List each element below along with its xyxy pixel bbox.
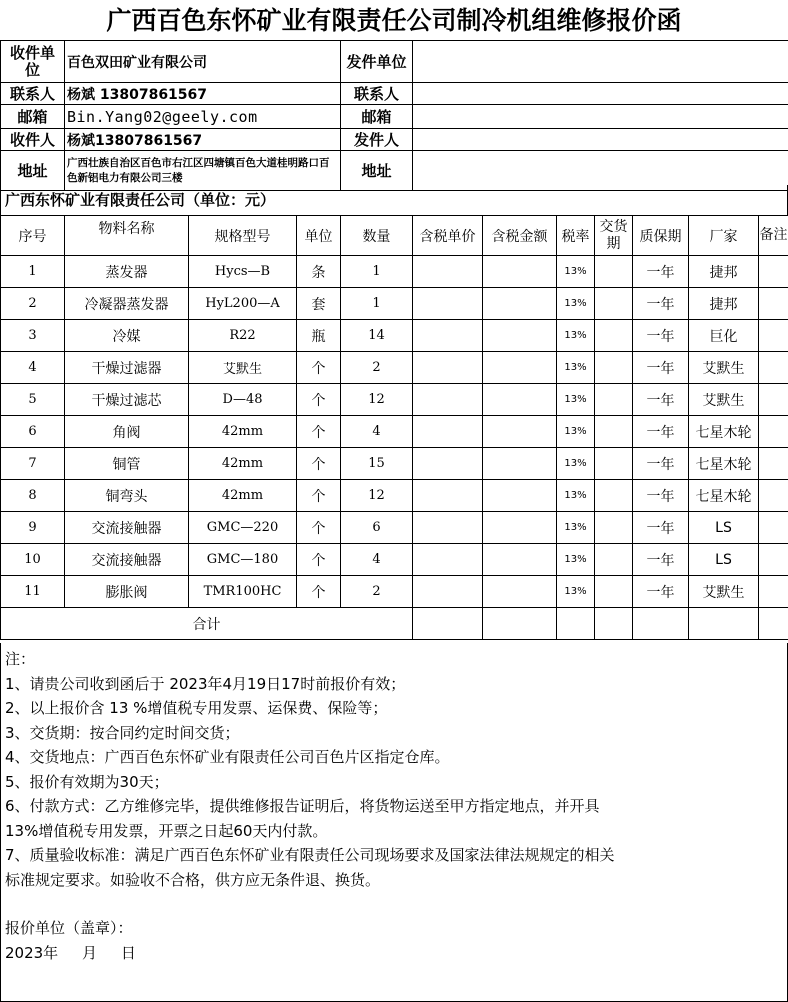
notes-spacer <box>5 892 783 916</box>
row-warranty: 一年 <box>633 448 689 480</box>
row-maker: 艾默生 <box>689 352 759 384</box>
notes-section <box>0 643 788 1002</box>
total-price[interactable] <box>413 608 483 640</box>
note-line-5: 5、报价有效期为30天； <box>5 772 169 791</box>
row-amount[interactable] <box>483 256 557 288</box>
row-warranty: 一年 <box>633 320 689 352</box>
address-label: 地址 <box>1 151 65 191</box>
row-price[interactable] <box>413 512 483 544</box>
row-warranty: 一年 <box>633 384 689 416</box>
row-unit: 个 <box>297 480 341 512</box>
table-row <box>1 448 788 480</box>
row-spec: 42mm <box>189 480 297 512</box>
row-maker: 捷邦 <box>689 288 759 320</box>
table-row <box>1 288 788 320</box>
items-table <box>0 215 788 640</box>
row-remark[interactable] <box>759 544 788 576</box>
row-amount[interactable] <box>483 320 557 352</box>
row-no: 11 <box>1 576 65 608</box>
row-warranty: 一年 <box>633 288 689 320</box>
row-remark[interactable] <box>759 448 788 480</box>
row-name: 膨胀阀 <box>65 576 189 608</box>
row-unit: 条 <box>297 256 341 288</box>
sender-contact-value[interactable] <box>413 83 788 105</box>
row-tax: 13% <box>557 512 595 544</box>
note-line-2: 2、以上报价含 13 %增值税专用发票、运保费、保险等； <box>5 699 388 717</box>
row-amount[interactable] <box>483 480 557 512</box>
row-qty: 4 <box>341 416 413 448</box>
row-tax: 13% <box>557 480 595 512</box>
row-qty: 2 <box>341 352 413 384</box>
row-name: 交流接触器 <box>65 512 189 544</box>
row-no: 4 <box>1 352 65 384</box>
row-amount[interactable] <box>483 352 557 384</box>
row-name: 蒸发器 <box>65 256 189 288</box>
row-amount[interactable] <box>483 544 557 576</box>
table-row <box>1 320 788 352</box>
row-amount[interactable] <box>483 576 557 608</box>
row-tax: 13% <box>557 256 595 288</box>
table-header-row <box>1 216 788 256</box>
row-amount[interactable] <box>483 288 557 320</box>
row-maker: 艾默生 <box>689 384 759 416</box>
col-header-no: 序号 <box>1 216 65 256</box>
row-remark[interactable] <box>759 288 788 320</box>
col-header-amount: 含税金额 <box>483 216 557 256</box>
row-remark[interactable] <box>759 320 788 352</box>
col-header-tax: 税率 <box>557 216 595 256</box>
row-remark[interactable] <box>759 416 788 448</box>
row-remark[interactable] <box>759 256 788 288</box>
row-qty: 1 <box>341 288 413 320</box>
row-remark[interactable] <box>759 480 788 512</box>
row-warranty: 一年 <box>633 512 689 544</box>
row-qty: 1 <box>341 256 413 288</box>
row-name: 角阀 <box>65 416 189 448</box>
row-no: 1 <box>1 256 65 288</box>
row-spec: TMR100HC <box>189 576 297 608</box>
receiver-label: 收件人 <box>1 129 65 151</box>
recipient-unit-value[interactable]: 百色双田矿业有限公司 <box>65 41 341 83</box>
sender-unit-label: 发件单位 <box>341 41 413 83</box>
total-row <box>1 608 788 640</box>
total-tax[interactable] <box>557 608 595 640</box>
sender-email-label: 邮箱 <box>341 105 413 129</box>
row-warranty: 一年 <box>633 576 689 608</box>
row-unit: 瓶 <box>297 320 341 352</box>
row-spec: 42mm <box>189 448 297 480</box>
row-delivery[interactable] <box>595 352 633 384</box>
row-price[interactable] <box>413 576 483 608</box>
col-header-unit: 单位 <box>297 216 341 256</box>
row-no: 6 <box>1 416 65 448</box>
row-unit: 个 <box>297 544 341 576</box>
row-remark[interactable] <box>759 384 788 416</box>
document-title: 广西百色东怀矿业有限责任公司制冷机组维修报价函 <box>106 6 682 35</box>
col-header-remark: 备注 <box>759 216 788 256</box>
row-maker: 七星木轮 <box>689 416 759 448</box>
row-unit: 个 <box>297 512 341 544</box>
row-remark[interactable] <box>759 576 788 608</box>
row-tax: 13% <box>557 288 595 320</box>
row-spec: R22 <box>189 320 297 352</box>
row-name: 铜弯头 <box>65 480 189 512</box>
col-header-qty: 数量 <box>341 216 413 256</box>
note-line-7: 7、质量验收标准：满足广西百色东怀矿业有限责任公司现场要求及国家法律法规规定的相关 <box>5 846 615 864</box>
row-price[interactable] <box>413 352 483 384</box>
total-amount[interactable] <box>483 608 557 640</box>
row-price[interactable] <box>413 384 483 416</box>
row-qty: 4 <box>341 544 413 576</box>
table-row <box>1 512 788 544</box>
row-tax: 13% <box>557 416 595 448</box>
row-delivery[interactable] <box>595 512 633 544</box>
row-spec: GMC—220 <box>189 512 297 544</box>
table-row <box>1 384 788 416</box>
row-no: 3 <box>1 320 65 352</box>
row-maker: 捷邦 <box>689 256 759 288</box>
row-amount[interactable] <box>483 416 557 448</box>
row-tax: 13% <box>557 320 595 352</box>
row-tax: 13% <box>557 448 595 480</box>
total-remark[interactable] <box>759 608 788 640</box>
row-maker: 七星木轮 <box>689 480 759 512</box>
row-name: 干燥过滤器 <box>65 352 189 384</box>
row-name: 铜管 <box>65 448 189 480</box>
row-remark[interactable] <box>759 352 788 384</box>
sender-unit-value[interactable] <box>413 41 788 83</box>
contact-label: 联系人 <box>1 83 65 105</box>
table-row <box>1 256 788 288</box>
row-unit: 个 <box>297 352 341 384</box>
row-delivery[interactable] <box>595 320 633 352</box>
row-spec: HyL200—A <box>189 288 297 320</box>
row-qty: 15 <box>341 448 413 480</box>
total-maker[interactable] <box>689 608 759 640</box>
row-maker: 艾默生 <box>689 576 759 608</box>
col-header-delivery: 交货期 <box>595 216 633 256</box>
row-spec: GMC—180 <box>189 544 297 576</box>
row-delivery[interactable] <box>595 416 633 448</box>
row-delivery[interactable] <box>595 544 633 576</box>
row-qty: 6 <box>341 512 413 544</box>
row-tax: 13% <box>557 384 595 416</box>
row-delivery[interactable] <box>595 576 633 608</box>
sender-address-label: 地址 <box>341 151 413 191</box>
row-qty: 2 <box>341 576 413 608</box>
note-line-6: 6、付款方式：乙方维修完毕，提供维修报告证明后，将货物运送至甲方指定地点，并开具 <box>5 797 600 815</box>
row-tax: 13% <box>557 576 595 608</box>
col-header-maker: 厂家 <box>689 216 759 256</box>
note-line-6-cont: 13%增值税专用发票，开票之日起60天内付款。 <box>5 821 328 840</box>
row-name: 冷媒 <box>65 320 189 352</box>
contact-value[interactable]: 杨斌 13807861567 <box>65 83 341 105</box>
col-header-warranty: 质保期 <box>633 216 689 256</box>
row-qty: 12 <box>341 384 413 416</box>
row-unit: 个 <box>297 576 341 608</box>
row-qty: 14 <box>341 320 413 352</box>
row-price[interactable] <box>413 288 483 320</box>
row-spec: 42mm <box>189 416 297 448</box>
row-unit: 个 <box>297 448 341 480</box>
sender-label: 发件人 <box>341 129 413 151</box>
note-line-3: 3、交货期：按合同约定时间交货； <box>5 723 240 742</box>
row-no: 9 <box>1 512 65 544</box>
row-warranty: 一年 <box>633 352 689 384</box>
row-warranty: 一年 <box>633 256 689 288</box>
row-delivery[interactable] <box>595 256 633 288</box>
row-no: 2 <box>1 288 65 320</box>
row-price[interactable] <box>413 416 483 448</box>
row-warranty: 一年 <box>633 416 689 448</box>
recipient-unit-label: 收件单位 <box>1 41 65 83</box>
sender-contact-label: 联系人 <box>341 83 413 105</box>
row-price[interactable] <box>413 256 483 288</box>
table-row <box>1 416 788 448</box>
total-delivery[interactable] <box>595 608 633 640</box>
row-amount[interactable] <box>483 448 557 480</box>
row-spec: Hycs—B <box>189 256 297 288</box>
row-maker: LS <box>689 512 759 544</box>
row-price[interactable] <box>413 448 483 480</box>
col-header-price: 含税单价 <box>413 216 483 256</box>
header-table <box>0 40 788 191</box>
row-maker: LS <box>689 544 759 576</box>
row-spec: D—48 <box>189 384 297 416</box>
receiver-value[interactable]: 杨斌13807861567 <box>65 129 341 151</box>
row-remark[interactable] <box>759 512 788 544</box>
email-value[interactable]: Bin.Yang02@geely.com <box>65 105 341 129</box>
row-maker: 七星木轮 <box>689 448 759 480</box>
col-header-name: 物料名称 <box>65 216 189 256</box>
row-no: 5 <box>1 384 65 416</box>
row-tax: 13% <box>557 544 595 576</box>
row-no: 7 <box>1 448 65 480</box>
row-price[interactable] <box>413 480 483 512</box>
note-line-1: 1、请贵公司收到函后于 2023年4月19日17时前报价有效； <box>5 674 406 693</box>
row-unit: 套 <box>297 288 341 320</box>
email-label: 邮箱 <box>1 105 65 129</box>
row-price[interactable] <box>413 544 483 576</box>
notes-heading: 注： <box>5 650 36 668</box>
col-header-spec: 规格型号 <box>189 216 297 256</box>
quote-unit-label: 报价单位（盖章）： <box>5 919 133 937</box>
row-tax: 13% <box>557 352 595 384</box>
sender-email-value[interactable] <box>413 105 788 129</box>
row-delivery[interactable] <box>595 448 633 480</box>
table-row <box>1 544 788 576</box>
row-name: 干燥过滤芯 <box>65 384 189 416</box>
company-unit-line: 广西东怀矿业有限责任公司（单位：元） <box>0 185 788 215</box>
total-warranty[interactable] <box>633 608 689 640</box>
row-qty: 12 <box>341 480 413 512</box>
address-value[interactable]: 广西壮族自治区百色市右江区四塘镇百色大道桂明路口百色新铝电力有限公司三楼 <box>65 151 341 191</box>
note-line-7-cont: 标准规定要求。如验收不合格，供方应无条件退、换货。 <box>5 870 381 889</box>
row-warranty: 一年 <box>633 544 689 576</box>
note-line-4: 4、交货地点：广西百色东怀矿业有限责任公司百色片区指定仓库。 <box>5 748 450 766</box>
row-maker: 巨化 <box>689 320 759 352</box>
table-row <box>1 352 788 384</box>
sender-value[interactable] <box>413 129 788 151</box>
row-delivery[interactable] <box>595 288 633 320</box>
row-name: 交流接触器 <box>65 544 189 576</box>
row-unit: 个 <box>297 416 341 448</box>
table-row <box>1 480 788 512</box>
total-label: 合计 <box>1 608 413 640</box>
row-warranty: 一年 <box>633 480 689 512</box>
row-unit: 个 <box>297 384 341 416</box>
date-line: 2023年 月 日 <box>5 943 136 962</box>
table-row <box>1 576 788 608</box>
row-name: 冷凝器蒸发器 <box>65 288 189 320</box>
row-spec: 艾默生 <box>189 352 297 384</box>
row-delivery[interactable] <box>595 480 633 512</box>
row-amount[interactable] <box>483 384 557 416</box>
row-no: 10 <box>1 544 65 576</box>
row-price[interactable] <box>413 320 483 352</box>
row-amount[interactable] <box>483 512 557 544</box>
row-delivery[interactable] <box>595 384 633 416</box>
row-no: 8 <box>1 480 65 512</box>
